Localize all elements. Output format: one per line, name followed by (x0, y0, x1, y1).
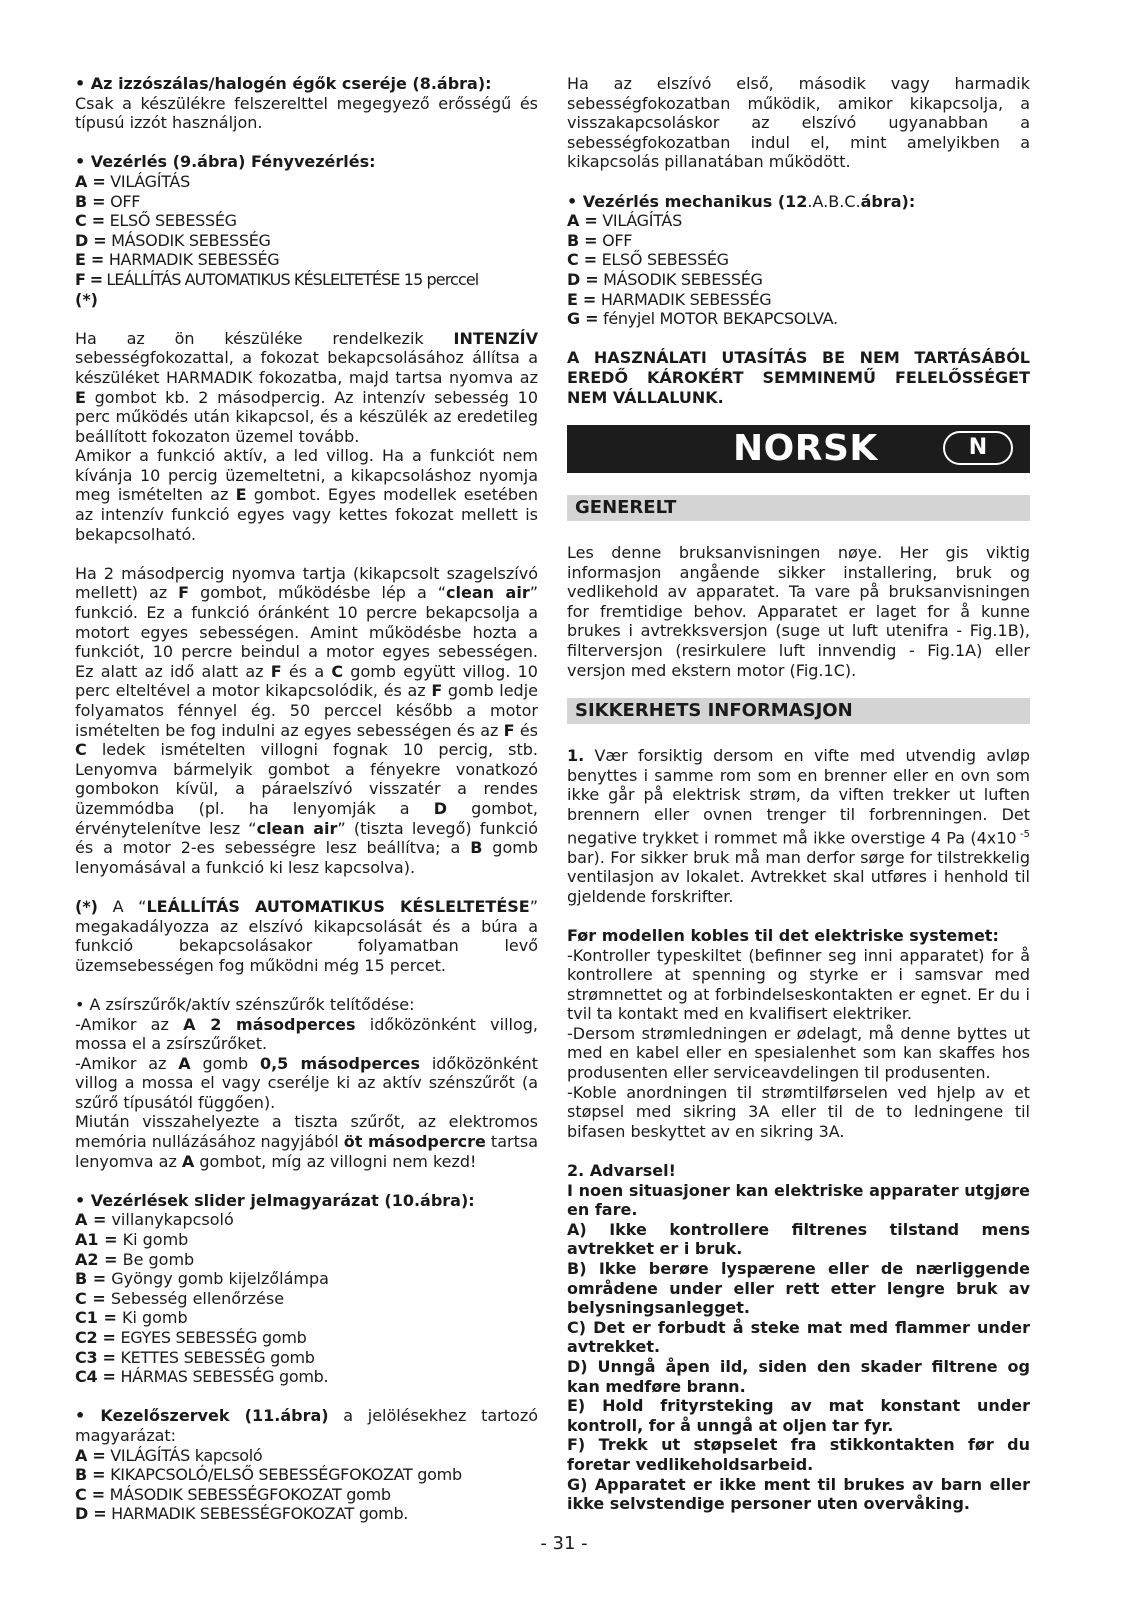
warning-item: I noen situasjoner kan elektriske apparater utgjøre en fare. (567, 1180, 1030, 1220)
list-item: A2 = Be gomb (75, 1249, 195, 1269)
slider-title: • Vezérlések slider jelmagyarázat (10.ábra): (75, 1190, 475, 1210)
intensive-paragraph: Ha az ön készüléke rendelkezik INTENZÍV sebességfokozattal, a fokozat bekapcsolásához állítsa a készüléket HARMADIK fokozatba, majd tartsa nyomva az E gombot kb. 2 másodpercig. Az intenzív sebesség 10 perc működés után kikapcsol, és a készülék az eredetileg beállított fokozaton üzemel tovább. (75, 328, 538, 446)
safety-paragraph-1: 1. Vær forsiktig dersom en vifte med utvendig avløp benyttes i samme rom som en brenner eller en ovn som ikke går på elektrisk strøm, da viften trekker ut luften brennern eller ovnen trenger til forbrenningen. Det negative trykket i rommet må ikke overstige 4 Pa (4x10 $^{-5}$ bar). For sikker bruk må man derfor sørge for tilstrekkelig ventilasjon av lokalet. Avtrekket skal utføres i henhold til gjeldende forskrifter. (567, 746, 1030, 906)
electrical-title: Før modellen kobles til det elektriske systemet: (567, 925, 999, 945)
filter-title: • A zsírszűrők/aktív szénszűrők telítődése: (75, 994, 415, 1014)
list-item: C1 = Ki gomb (75, 1308, 188, 1328)
warning-item: F) Trekk ut støpselet fra stikkontakten før du foretar vedlikeholdsarbeid. (567, 1435, 1030, 1474)
section-heading-general: GENERELT (567, 495, 1030, 521)
warning-item: C) Det er forbudt å steke mat med flammer under avtrekket. (567, 1317, 1030, 1357)
filter-line-1: -Amikor az A 2 másodperces időközönként villog, mossa el a zsírszűrőket. (75, 1014, 539, 1054)
operator-list (75, 1446, 538, 1524)
list-item: A1 = Ki gomb (75, 1230, 189, 1250)
operator-title: • Kezelőszervek (11.ábra) a jelölésekhez tartozó magyarázat: (75, 1406, 539, 1445)
general-paragraph: Les denne bruksanvisningen nøye. Her gis viktig informasjon angående sikker installering, bruk og vedlikehold av apparatet. Ta vare på bruksanvisningen for fremtidige behov. Apparatet er laget for å kunne brukes i avtrekksversjon (suge ut luft utenifra - Fig.1B), filterversjon (resirkulere luft innvendig - Fig.1A) eller versjon med ekstern motor (Fig.1C). (567, 543, 1030, 680)
list-item: B = OFF (75, 191, 141, 211)
speed-memory-paragraph: Ha az elszívó első, második vagy harmadik sebességfokozatban működik, amikor kikapcsolja, a visszakapcsoláskor az elszívó ugyanabban a sebességfokozatban indul el, mint amelyikben a kikapcsolás pillanatában működött. (567, 74, 1030, 172)
language-title: NORSK (733, 428, 878, 470)
list-item: E = HARMADIK SEBESSÉG (75, 250, 280, 270)
control9-list (75, 172, 538, 309)
delay-paragraph: (*) A “LEÁLLÍTÁS AUTOMATIKUS KÉSLELTETÉSE” megakadályozza az elszívó kikapcsolását és a búra a funkció bekapcsolásakor folyamatban levő üzemsebességen fog működni még 15 percet. (75, 896, 538, 975)
right-column (567, 74, 1030, 1514)
mech-list (567, 211, 1030, 329)
clean-air-paragraph: Ha 2 másodpercig nyomva tartja (kikapcsolt szagelszívó mellett) az F gombot, működésbe lép a “clean air” funkció. Ez a funkció óránként 10 percre bekapcsolja a motort egyes sebességen. Amint működésbe hozta a funkciót, 10 percre beindul a motor egyes sebességen. Ez alatt az idő alatt az F és a C gomb együtt villog. 10 perc elteltével a motor kikapcsolódik, és az F gomb ledje folyamatos fénnyel ég. 50 perccel később a motor ismételten be fog indulni az egyes sebességen és az F és C ledek ismételten villogni fognak 10 percig, stb. Lenyomva bármelyik gombot a fényekre vonatkozó gombokon kívül, a páraelszívó visszatér a rendes üzemmódba (pl. ha lenyomják a D gombot, érvénytelenítve lesz “clean air” (tiszta levegő) funkció és a motor 2-es sebességre lesz beállítva; a B gomb lenyomásával a funkció ki lesz kapcsolva). (75, 563, 539, 877)
list-item: C = MÁSODIK SEBESSÉGFOKOZAT gomb (75, 1484, 391, 1504)
bulb-text: Csak a készülékre felszerelttel megegyező erősségű és típusú izzót használjon. (75, 93, 538, 133)
list-item: A = VILÁGÍTÁS kapcsoló (75, 1445, 263, 1465)
list-item: B = OFF (567, 230, 633, 250)
filter-line-3: Miután visszahelyezte a tiszta szűrőt, az elektromos memória nullázásához nagyjából öt másodpercre tartsa lenyomva az A gombot, míg az villogni nem kezd! (75, 1112, 539, 1171)
list-item: D = MÁSODIK SEBESSÉG (567, 269, 763, 289)
section-heading-safety: SIKKERHETS INFORMASJON (567, 698, 1030, 724)
electrical-line-1: -Kontroller typeskiltet (befinner seg inni apparatet) for å kontrollere at spenning og styrke er i samsvar med strømnettet og at forbindelseskontakten er egnet. Er du i tvil ta kontakt med en kvalifisert elektriker. (567, 945, 1030, 1024)
mech-title: • Vezérlés mechanikus (12.A.B.C.ábra): (567, 191, 916, 211)
list-item: C2 = EGYES SEBESSÉG gomb (75, 1328, 307, 1347)
warning-item: B) Ikke berøre lyspærene eller de nærliggende områdene under eller rett etter lengre bruk av belysningsanlegget. (567, 1259, 1030, 1318)
electrical-line-2: -Dersom strømledningen er ødelagt, må denne byttes ut med en kabel eller en spesialenhet som kan skaffes hos produsenten eller serviceavdelingen til produsenten. (567, 1023, 1030, 1083)
page-number: - 31 - (540, 1533, 588, 1554)
electrical-line-3: -Koble anordningen til strømtilførselen ved hjelp av et støpsel med sikring 3A eller til de to ledningene til bifasen beskyttet av en sikring 3A. (567, 1082, 1030, 1141)
disclaimer: A HASZNÁLATI UTASÍTÁS BE NEM TARTÁSÁBÓL EREDŐ KÁROKÉRT SEMMINEMŰ FELELŐSSÉGET NEM VÁLLALUNK. (567, 348, 1030, 407)
list-item: F = LEÁLLÍTÁS AUTOMATIKUS KÉSLELTETÉSE 15 perccel (75, 269, 479, 289)
list-item: A = VILÁGÍTÁS (567, 211, 682, 231)
list-item: C3 = KETTES SEBESSÉG gomb (75, 1347, 315, 1367)
slider-list (75, 1210, 538, 1386)
intensive-paragraph-2: Amikor a funkció aktív, a led villog. Ha a funkciót nem kívánja 10 percig üzemeltetni, a kikapcsoláshoz nyomja meg ismételten az E gombot. Egyes modellek esetében az intenzív funkció egyes vagy kettes fokozat mellett is bekapcsolható. (75, 446, 539, 544)
list-item: D = HARMADIK SEBESSÉGFOKOZAT gomb. (75, 1504, 409, 1524)
list-item: C = Sebesség ellenőrzése (75, 1288, 285, 1308)
warning-item: A) Ikke kontrollere filtrenes tilstand mens avtrekket er i bruk. (567, 1219, 1030, 1259)
language-banner (567, 425, 1030, 473)
bulb-title: • Az izzószálas/halogén égők cseréje (8.ábra): (75, 74, 492, 93)
warning-item: E) Hold frityrsteking av mat konstant under kontroll, for å unngå at oljen tar fyr. (567, 1396, 1030, 1435)
list-item: E = HARMADIK SEBESSÉG (567, 289, 772, 309)
warning-block (567, 1161, 1030, 1514)
warning-item: D) Unngå åpen ild, siden den skader filtrene og kan medføre brann. (567, 1356, 1030, 1396)
list-item: C = ELSŐ SEBESSÉG (567, 250, 729, 270)
list-item: C4 = HÁRMAS SEBESSÉG gomb. (75, 1367, 329, 1387)
warning-title: 2. Advarsel! (567, 1161, 676, 1181)
list-item: B = KIKAPCSOLÓ/ELSŐ SEBESSÉGFOKOZAT gomb (75, 1465, 462, 1485)
filter-line-2: -Amikor az A gomb 0,5 másodperces időközönként villog a mossa el vagy cserélje ki az aktív szénszűrőt (a szűrő típusától függően). (75, 1053, 539, 1112)
warning-item: G) Apparatet er ikke ment til brukes av barn eller ikke selvstendige personer uten overvåking. (567, 1474, 1030, 1514)
language-badge: N (943, 431, 1013, 465)
list-item: D = MÁSODIK SEBESSÉG (75, 230, 271, 250)
list-item: A = VILÁGÍTÁS (75, 171, 190, 191)
asterisk-marker: (*) (75, 289, 98, 309)
list-item: C = ELSŐ SEBESSÉG (75, 211, 237, 231)
list-item: G = fényjel MOTOR BEKAPCSOLVA. (567, 309, 838, 329)
left-column (75, 74, 538, 1524)
control9-title: • Vezérlés (9.ábra) Fényvezérlés: (75, 152, 376, 172)
list-item: B = Gyöngy gomb kijelzőlámpa (75, 1269, 329, 1289)
list-item: A = villanykapcsoló (75, 1210, 234, 1230)
